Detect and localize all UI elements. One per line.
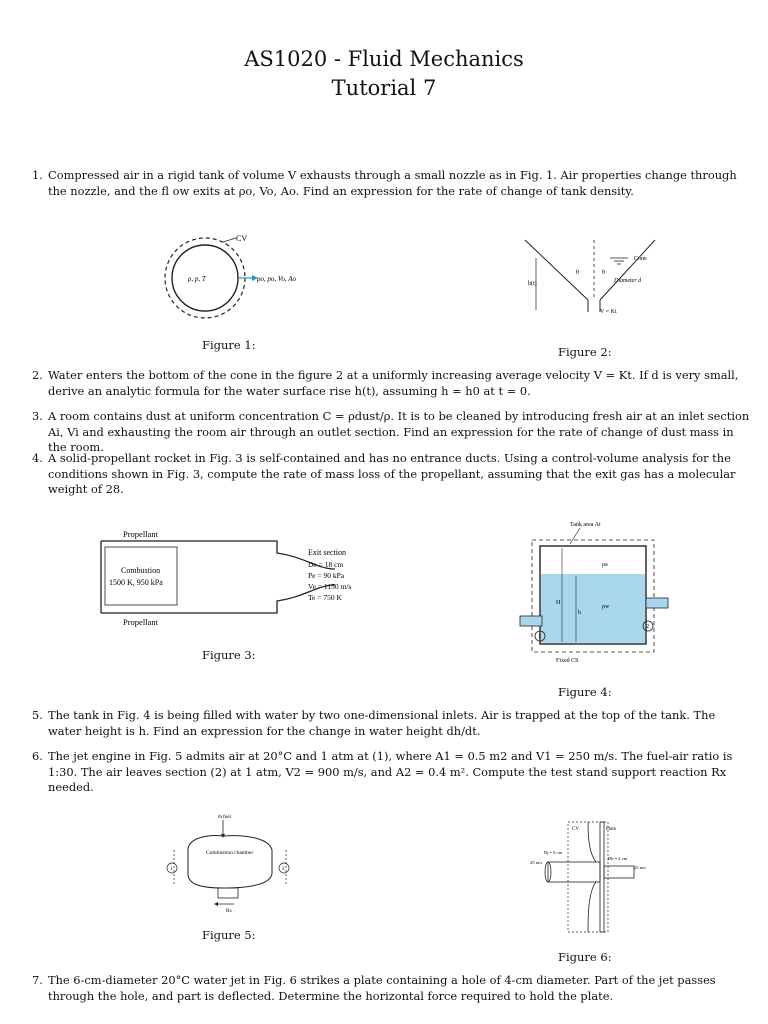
question-number: 6.	[32, 749, 43, 763]
combustion-condition: 1500 K, 950 kPa	[109, 578, 163, 587]
figure-4-caption: Figure 4:	[558, 685, 612, 699]
plate-label: Plate	[606, 827, 616, 832]
dj-label: Dj = 6 cm	[544, 850, 563, 855]
question-number: 3.	[32, 409, 43, 423]
question-5	[32, 708, 752, 739]
question-6	[32, 749, 752, 796]
theta-left: θ	[576, 270, 579, 276]
question-2	[32, 368, 752, 399]
question-text: Water enters the bottom of the cone in the figure 2 at a uniformly increasing average velocity V = Kt. If d is very small, derive an analytic formula for the water surface rise h(t), assuming h = h0 at t = 0.	[48, 368, 739, 398]
tank-area-label: Tank area At	[570, 522, 601, 528]
question-7	[32, 973, 752, 1004]
te-label: Te = 750 K	[308, 593, 342, 602]
propellant-top-label: Propellant	[123, 529, 158, 539]
question-number: 7.	[32, 973, 43, 987]
exit-label: ρo, po, Vo, Ao	[257, 275, 297, 283]
question-text: The tank in Fig. 4 is being filled with water by two one-dimensional inlets. Air is trapped at the top of the tank. The water height is h. Find an expression for the change in water height dh/dt.	[48, 708, 716, 738]
section-2-label: 2	[282, 867, 285, 872]
diameter-label: Diameter d	[614, 278, 642, 284]
de-label: De = 18 cm	[308, 560, 344, 569]
fuel-label: ṁ fuel	[218, 815, 231, 820]
H-label: H	[556, 600, 561, 606]
question-text: A room contains dust at uniform concentration C = ρdust/ρ. It is to be cleaned by introducing fresh air at an inlet section Ai, Vi and exhausting the room air through an outlet section. Find an expression for the rate of change of dust mass in the room.	[48, 409, 750, 454]
propellant-bottom-label: Propellant	[123, 617, 158, 627]
rho-water-label: ρw	[602, 604, 610, 610]
v2-label: 25 m/s	[634, 865, 647, 870]
fixed-cs-label: Fixed CS	[556, 658, 579, 664]
page-title: AS1020 - Fluid Mechanics	[244, 47, 524, 71]
question-text: Compressed air in a rigid tank of volume V exhausts through a small nozzle as in Fig. 1. Air properties change through the nozzle, and the fl ow exits at ρo, Vo, Ao. Find an expression for the rate of change of tank density.	[48, 168, 737, 198]
figure-2	[510, 240, 670, 320]
h-label: h	[578, 610, 581, 616]
figure-1-caption: Figure 1:	[202, 338, 256, 352]
rx-label: Rx	[226, 909, 232, 914]
question-text: A solid-propellant rocket in Fig. 3 is self-contained and has no entrance ducts. Using a control-volume analysis for the conditions shown in Fig. 3, compute the rate of mass loss of the propellant, assuming that the exit gas has a molecular weight of 28.	[48, 451, 736, 496]
figure-6	[530, 818, 660, 936]
chamber-label: Combustion chamber	[206, 850, 254, 856]
figure-4	[500, 518, 680, 668]
v1-label: 25 m/s	[530, 860, 543, 865]
page-subtitle: Tutorial 7	[331, 76, 437, 100]
figure-5-caption: Figure 5:	[202, 928, 256, 942]
section-1-label: 1	[170, 867, 173, 872]
cone-label: Cone	[634, 256, 647, 262]
question-number: 5.	[32, 708, 43, 722]
cv-label: CV	[236, 234, 248, 243]
inlet-1-label: 1	[538, 634, 541, 640]
pe-label: Pe = 90 kPa	[308, 571, 345, 580]
question-1	[32, 168, 752, 199]
figure-3	[95, 525, 385, 630]
theta-right: θ	[602, 270, 605, 276]
figure-5	[160, 810, 300, 915]
question-3	[32, 409, 752, 456]
question-number: 4.	[32, 451, 43, 465]
question-4	[32, 451, 752, 498]
combustion-label: Combustion	[121, 566, 161, 575]
question-text: The 6-cm-diameter 20°C water jet in Fig. 6 strikes a plate containing a hole of 4-cm diameter. Part of the jet passes through the hole, and part is deflected. Determine the horizontal force required to hold the plate.	[48, 973, 716, 1003]
exit-section-label: Exit section	[308, 548, 346, 557]
tank-label: ρ, p, T	[188, 275, 206, 283]
inlet-2-label: 2	[646, 624, 649, 630]
ve-label: Ve = 1150 m/s	[308, 582, 352, 591]
question-number: 1.	[32, 168, 43, 182]
velocity-label: V = Kt	[600, 309, 617, 315]
figure-3-caption: Figure 3:	[202, 648, 256, 662]
cv-label: CV	[572, 827, 579, 832]
dh-label: Dh = 4 cm	[608, 856, 628, 861]
figure-1	[160, 230, 340, 330]
figure-2-caption: Figure 2:	[558, 345, 612, 359]
rho-air-label: ρa	[602, 562, 608, 568]
figure-6-caption: Figure 6:	[558, 950, 612, 964]
question-text: The jet engine in Fig. 5 admits air at 20°C and 1 atm at (1), where A1 = 0.5 m2 and V1 = 250 m/s. The fuel-air ratio is 1:30. The air leaves section (2) at 1 atm, V2 = 900 m/s, and A2 = 0.4 m². Compute the test stand support reaction Rx needed.	[48, 749, 733, 794]
question-number: 2.	[32, 368, 43, 382]
height-label: h(t)	[528, 281, 537, 287]
